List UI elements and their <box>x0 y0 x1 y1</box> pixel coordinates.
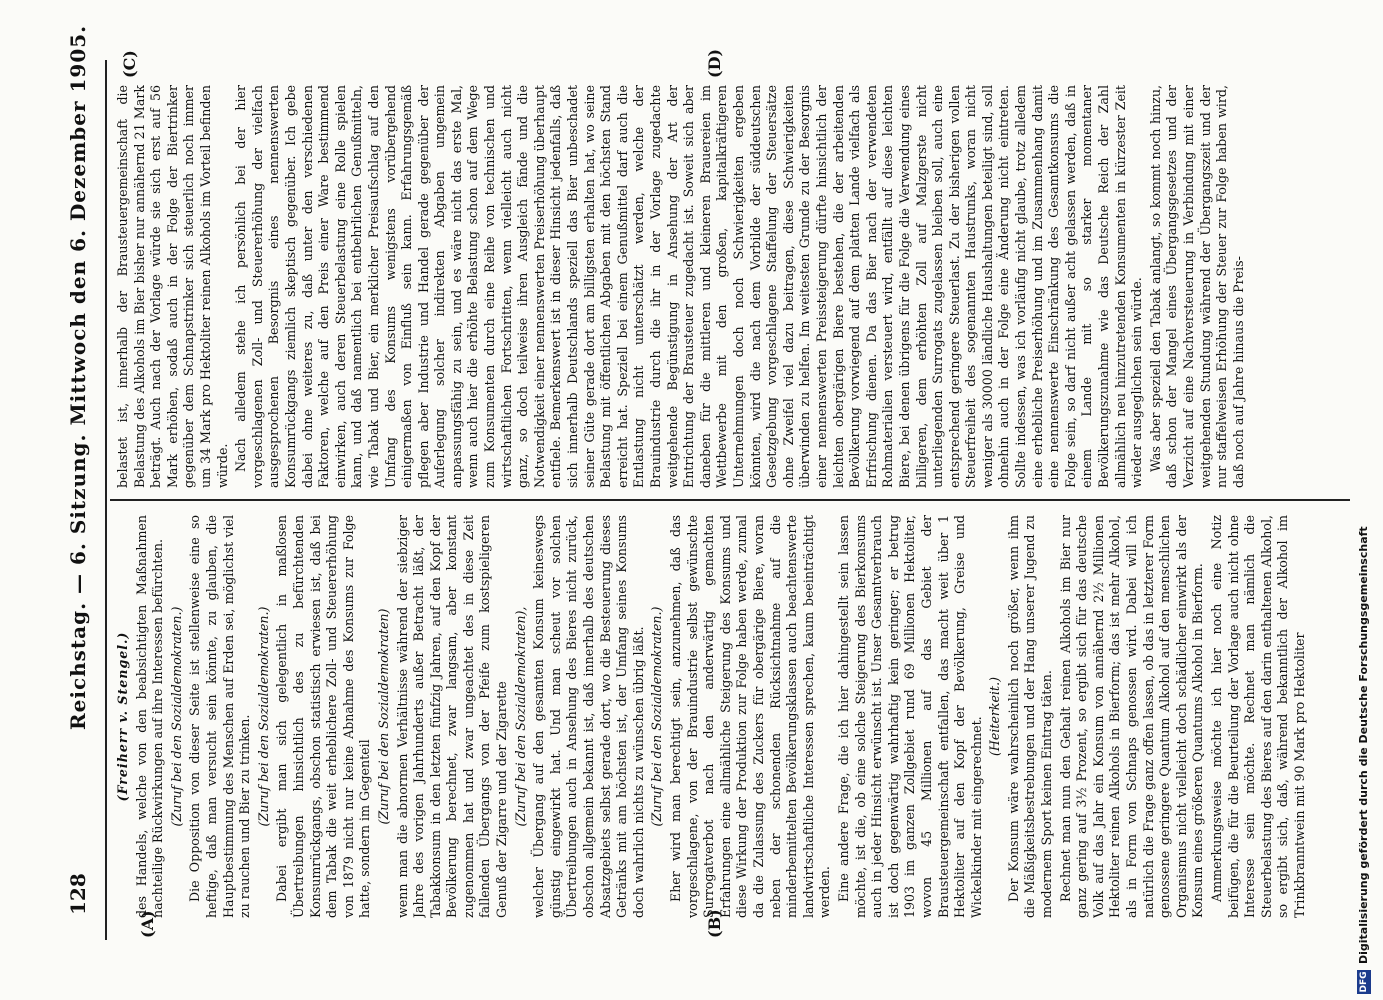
right-column <box>115 85 1330 488</box>
dfg-logo-icon: DFG <box>1359 971 1369 993</box>
paragraph: Der Konsum wäre wahrscheinlich noch größer, wenn ihm die Mäßigkeitsbestrebungen und der Hang unserer Jugend zu modernem Sport keinen Eintrag täten. <box>1005 515 1055 918</box>
interjection: (Heiterkeit.) <box>987 677 1003 756</box>
digitization-footer <box>1355 0 1377 1000</box>
margin-letter-a: (A) <box>138 910 157 938</box>
margin-letter-c: (C) <box>120 50 139 78</box>
interjection: (Zuruf bei den Sozialdemokraten.) <box>168 606 184 827</box>
speaker-name: (Freiherr v. Stengel.) <box>115 631 130 802</box>
margin-letter-d: (D) <box>705 48 724 78</box>
paragraph: Rechnet man nun den Gehalt reinen Alkohols im Bier nur ganz gering auf 3½ Prozent, so ergibt sich für das deutsche Volk auf das Jahr ein Konsum von annähernd 2½ Millionen Hektoliter reinen Alkohols in Bierform; das ist mehr Alkohol, als in Form von Schnaps genossen wird. Dabei will ich natürlich die Frage ganz offen lassen, ob das in letzterer Form genossene geringere Quantum Alkohol auf den menschlichen Organismus nicht vielleicht doch schädlicher einwirkt als der Konsum eines größeren Quantums Alkohol in Bierform. <box>1057 515 1206 918</box>
column-divider <box>110 499 1350 501</box>
page-number: 128 <box>66 873 90 915</box>
paragraph: Eher wird man berechtigt sein, anzunehmen, daß das vorgeschlagene, von der Brauindustrie selbst gewünschte Surrogatverbot nach den anderwärtig gemachten Erfahrungen eine allmähliche Steigerung des Konsums und diese Wirkung der Produktion zur Folge haben werde, zumal da die Zulassung des Zuckers für obergärige Biere, woran neben der schonenden Rücksichtnahme auf die minderbemittelten Bevölkerungsklassen auch beachtenswerte landwirtschaftliche Interessen sprechen, kaum beeinträchtigt werden. <box>668 515 833 918</box>
running-title: Reichstag. — 6. Sitzung. Mittwoch den 6. Dezember 1905. <box>66 24 90 730</box>
paragraph: wenn man die abnormen Verhältnisse während der siebziger Jahre des vorigen Jahrhunderts außer Betracht läßt, der Tabakkonsum in den letzten fünfzig Jahren, auf den Kopf der Bevölkerung berechnet, zwar langsam, aber konstant zugenommen hat und zwar ungeachtet des in diese Zeit fallenden Übergangs von der Pfeife zum kostspieligeren Genuß der Zigarre und der Zigarette <box>394 515 510 918</box>
paragraph: Eine andere Frage, die ich hier dahingestellt sein lassen möchte, ist die, ob eine solche Steigerung des Bierkonsums auch in jeder Hinsicht erwünscht ist. Unser Gesamtverbrauch ist doch gegenwärtig wahrhaftig kein geringer; er betrug 1903 im ganzen Zollgebiet rund 69 Millionen Hektoliter, wovon 45 Millionen auf das Gebiet der Brausteuergemeinschaft entfallen, das macht weit über 1 Hektoliter auf den Kopf der Bevölkerung, Greise und Wickelkinder mit eingerechnet. <box>835 515 984 918</box>
margin-letter-b: (B) <box>705 909 724 938</box>
interjection: (Zuruf bei den Sozialdemokraten.) <box>649 606 665 827</box>
interjection: (Zuruf bei den Sozialdemokraten.) <box>255 606 271 827</box>
paragraph: welcher Übergang auf den gesamten Konsum keineswegs günstig eingewirkt hat. Und man scheut vor solchen Übertreibungen auch in Ansehung des Bieres nicht zurück, obschon allgemein bekannt ist, daß innerhalb des deutschen Absatzgebiets selbst gerade dort, wo die Besteuerung dieses Getränks mit am höchsten ist, der Umfang seines Konsums doch wahrlich nichts zu wünschen übrig läßt. <box>531 515 646 918</box>
paragraph: Ammerkungsweise möchte ich hier noch eine Notiz beifügen, die für die Beurteilung der Vorlage auch nicht ohne Interesse sein möchte. Rechnet man nämlich die Steuerbelastung des Bieres auf den darin enthaltenen Alkohol, so ergibt sich, daß, während bekanntlich der Alkohol im Trinkbranntwein mit 90 Mark pro Hektoliter <box>1209 515 1307 918</box>
left-column <box>115 515 1330 918</box>
paragraph: Nach alledem stehe ich persönlich bei der hier vorgeschlagenen Zoll- und Steuererhöhung der vielfach ausgesprochenen Besorgnis eines nennenswerten Konsumrückgangs ziemlich skeptisch gegenüber. Ich gebe dabei ohne weiteres zu, daß unter den verschiedenen Faktoren, welche auf den Preis einer Ware bestimmend einwirken, auch deren Steuerbelastung eine Rolle spielen kann, und daß namentlich bei entbehrlichen Genußmitteln, wie Tabak und Bier, ein merklicher Preisaufschlag auf den Umfang des Konsums wenigstens vorübergehend einigermaßen von Einfluß sein kann. Erfahrungsgemäß pflegen aber Industrie und Handel gerade gegenüber der Auferlegung solcher indirekten Abgaben ungemein anpassungsfähig zu sein, und es wäre nicht das erste Mal, wenn auch hier die erhöhte Belastung schon auf dem Wege zum Konsumenten durch eine Reihe von technischen und wirtschaftlichen Fortschritten, wenn vielleicht auch nicht ganz, so doch teilweise ihren Ausgleich fände und die Notwendigkeit einer nennenswerten Preiserhöhung überhaupt entfiele. Bemerkenswert ist in dieser Hinsicht jedenfalls, daß sich innerhalb Deutschlands speziell das Bier unbeschadet seiner Güte gerade dort am billigsten erhalten hat, wo seine Belastung mit öffentlichen Abgaben mit den höchsten Stand erreicht hat. Speziell bei einem Genußmittel darf auch die Entlastung nicht unterschätzt werden, welche der Brauindustrie durch die ihr in der Vorlage zugedachte weitgehende Begünstigung in Ansehung der Art der Entrichtung der Brausteuer zugedacht ist. Soweit sich aber daneben für die mittleren und kleineren Brauereien im Wettbewerbe mit den großen, kapitalkräftigeren Unternehmungen doch noch Schwierigkeiten ergeben könnten, wird die nach dem Vorbilde der süddeutschen Gesetzgebung vorgeschlagene Staffelung der Steuersätze ohne Zweifel viel dazu beitragen, diese Schwierigkeiten überwinden zu helfen. Im weitesten Grunde zu der Besorgnis einer nennenswerten Preissteigerung dürfte hinsichtlich der leichten obergärigen Biere bestehen, die der arbeitenden Bevölkerung vorwiegend auf dem platten Lande vielfach als Erfrischung dienen. Da das Bier nach der verwendeten Rohmaterialien versteuert wird, entfällt auf diese leichten Biere, bei denen übrigens für die Folge die Verwendung eines billigeren, dem erhöhten Zoll auf Malzgerste nicht unterliegenden Surrogats zugelassen bleiben soll, auch eine entsprechend geringere Steuerlast. Zu der bisherigen vollen Steuerfreiheit des sogenannten Haustrunks, woran nicht weniger als 30000 ländliche Haushaltungen beteiligt sind, soll ohnehin auch in der Folge eine Änderung nicht eintreten. Sollte indessen, was ich vorläufig nicht glaube, trotz alledem eine erhebliche Preiserhöhung und im Zusammenhang damit eine nennenswerte Einschränkung des Gesamtkonsums die Folge sein, so darf nicht außer acht gelassen werden, daß in einem Lande mit so starker momentaner Bevölkerungszunahme wie das Deutsche Reich der Zahl allmählich neu hinzutretenden Konsumenten in kürzester Zeit wieder ausgeglichen sein würde. <box>233 85 1145 488</box>
paragraph: Dabei ergibt man sich gelegentlich in maßlosen Übertreibungen hinsichtlich des zu befürchtenden Konsumrückgangs, obschon statistisch erwiesen ist, daß bei dem Tabak die weit erheblichere Zoll- und Steuererhöhung von 1879 nicht nur keine Abnahme des Konsums zur Folge hatte, sondern im Gegenteil <box>274 515 373 918</box>
funding-credit: Digitalisierung gefördert durch die Deutsche Forschungsgemeinschaft <box>1357 526 1370 964</box>
paragraph: Was aber speziell den Tabak anlangt, so kommt noch hinzu, daß schon der Mangel eines Übergangsgesetzes und der Verzicht auf eine Nachversteuerung in Verbindung mit einer weitgehenden Stundung während der Übergangszeit und der nur staffelweisen Erhöhung der Steuer zur Folge haben wird, daß noch auf Jahre hinaus die Preis- <box>1147 85 1246 488</box>
paragraph: Die Opposition von dieser Seite ist stellenweise eine so heftige, daß man versucht sein könnte, zu glauben, die Hauptbestimmung des Menschen auf Erden sei, möglichst viel zu rauchen und Bier zu trinken. <box>187 515 253 918</box>
page-header <box>60 0 100 1000</box>
interjection: (Zuruf bei den Sozialdemokraten) <box>375 608 391 825</box>
interjection: (Zuruf bei den Sozialdemokraten), <box>512 606 528 827</box>
paragraph: des Handels, welche von den beabsichtigten Maßnahmen nachteilige Rückwirkungen auf ihre Interessen befürchten. <box>133 515 166 918</box>
header-rule <box>105 60 107 940</box>
paragraph: belastet ist, innerhalb der Brausteuergemeinschaft die Belastung des Alkohols im Bier bisher nur annähernd 21 Mark beträgt. Auch nach der Vorlage würde sie sich erst auf 56 Mark erhöhen, sodaß auch in der Folge der Biertrinker gegenüber dem Schnapstrinker sich steuerlich noch immer um 34 Mark pro Hektoliter reinen Alkohols im Vorteil befinden würde. <box>115 85 230 488</box>
